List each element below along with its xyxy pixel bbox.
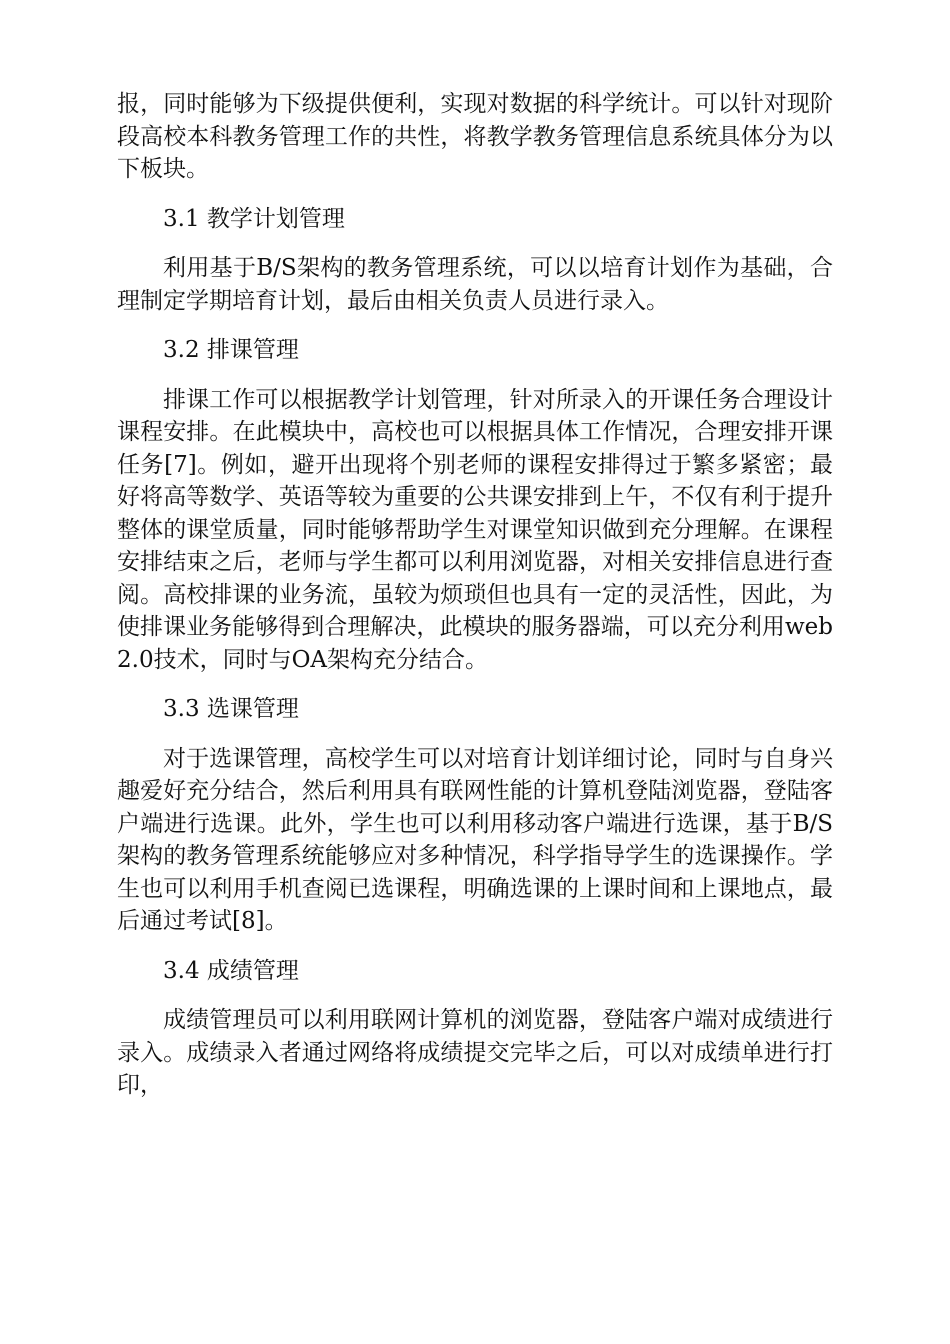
section-body-course-selection: 对于选课管理，高校学生可以对培育计划详细讨论，同时与自身兴趣爱好充分结合，然后利用具有联网性能的计算机登陆浏览器，登陆客户端进行选课。此外，学生也可以利用移动客户端进行选课，基于B/S架构的教务管理系统能够应对多种情况，科学指导学生的选课操作。学生也可以利用手机查阅已选课程，明确选课的上课时间和上课地点，最后通过考试[8]。 bbox=[117, 745, 833, 934]
intro-paragraph: 报，同时能够为下级提供便利，实现对数据的科学统计。可以针对现阶段高校本科教务管理工作的共性，将教学教务管理信息系统具体分为以下板块。 bbox=[117, 91, 833, 182]
section-body-grades: 成绩管理员可以利用联网计算机的浏览器，登陆客户端对成绩进行录入。成绩录入者通过网络将成绩提交完毕之后，可以对成绩单进行打印， bbox=[117, 1007, 833, 1098]
section-heading-course-selection: 3.3 选课管理 bbox=[163, 696, 299, 722]
section-body-scheduling: 排课工作可以根据教学计划管理，针对所录入的开课任务合理设计课程安排。在此模块中，高校也可以根据具体工作情况，合理安排开课任务[7]。例如，避开出现将个别老师的课程安排得过于繁多紧密；最好将高等数学、英语等较为重要的公共课安排到上午，不仅有利于提升整体的课堂质量，同时能够帮助学生对课堂知识做到充分理解。在课程安排结束之后，老师与学生都可以利用浏览器，对相关安排信息进行查阅。高校排课的业务流，虽较为烦琐但也具有一定的灵活性，因此，为使排课业务能够得到合理解决，此模块的服务器端，可以充分利用web2.0技术，同时与OA架构充分结合。 bbox=[117, 386, 833, 673]
section-body-teaching-plan: 利用基于B/S架构的教务管理系统，可以以培育计划作为基础，合理制定学期培育计划，最后由相关负责人员进行录入。 bbox=[117, 255, 833, 314]
section-heading-teaching-plan: 3.1 教学计划管理 bbox=[163, 205, 345, 232]
section-heading-grades: 3.4 成绩管理 bbox=[163, 957, 299, 984]
section-heading-scheduling: 3.2 排课管理 bbox=[163, 337, 299, 363]
document-body bbox=[117, 88, 833, 1119]
